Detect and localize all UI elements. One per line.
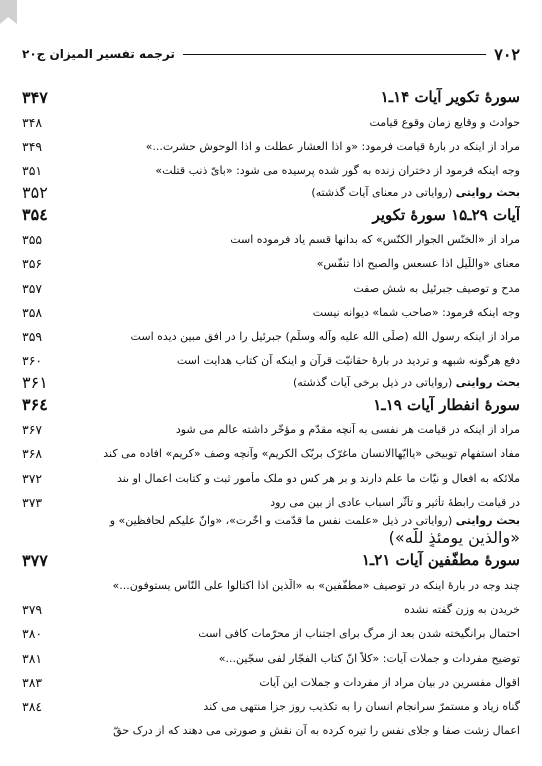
toc-entry-text: سورۀ تکویر آیات ۱۴ـ۱ [380,88,520,106]
toc-entry [22,134,520,158]
header-rule [183,53,486,55]
toc-page-number: ۳۵۵ [22,232,43,248]
toc-section-heading [22,547,520,573]
section-description: (روایاتی در معنای آیات گذشته) [311,185,456,199]
toc-entry [22,276,520,300]
toc-entry [22,442,520,466]
toc-entry-text: وجه اینکه فرمود: «صاحب شما» دیوانه نیست [312,305,520,319]
toc-entry-text: معنای «واللّیل اذا عسعس والصبح اذا تنفّس» [316,257,520,271]
table-of-contents [22,84,520,743]
toc-page-number: ۳۸۰ [22,626,43,642]
toc-entry [22,324,520,348]
toc-page-number: ۳۷۲ [22,470,43,486]
toc-page-number: ۳۵۱ [22,162,43,178]
toc-entry-text: وجه اینکه فرمود از دختران زنده به گور شده پرسیده می شود: «باىّ ذنب قتلت» [155,163,520,177]
toc-entry-text [62,186,520,199]
toc-entry-text: «والذین یومئذٍ للّه») [388,527,520,547]
toc-entry-text [62,514,520,527]
toc-entry [22,373,520,392]
toc-entry [22,573,520,597]
toc-entry-text: حوادث و وقایع زمان وقوع قیامت [369,115,520,129]
toc-page-number: ۳۶۷ [22,422,43,438]
toc-entry [22,694,520,718]
toc-entry-text: احتمال برانگیخته شدن بعد از مرگ برای اجتناب از محرّمات کافی است [198,627,520,641]
toc-section-heading [22,392,520,418]
section-label: بحث روایتی [455,514,520,528]
toc-entry-text: مفاد استفهام توبیخی «یاایّهاالانسان ماغرّک بربّک الکریم» وآنچه وصف «کریم» افاده می کند [103,447,520,461]
toc-entry-text: مراد از اینکه در بارۀ قیامت فرمود: «و اذا العشار عطلت و اذا الوحوش حشرت...» [145,139,520,153]
section-label: بحث روایتی [455,185,520,199]
toc-entry [22,349,520,373]
toc-entry-text: دفع هرگونه شبهه و تردید در بارۀ حقانیّت قرآن و اینکه آن کتاب هدایت است [176,354,520,368]
toc-entry [22,598,520,622]
toc-page-number: ۳۴۸ [22,114,43,130]
section-label: بحث روایتی [455,375,520,389]
page-header [22,42,520,66]
toc-entry-text: مدح و توصیف جبرئیل به شش صفت [353,281,520,295]
toc-page-number: ۳۸۱ [22,650,43,666]
bookmark-ribbon [0,0,17,17]
toc-entry-text: توضیح مفردات و جملات آیات: «کلاّ انّ کتاب الفجّار لفی سجّین...» [218,651,520,665]
toc-page-number: ۳۵۹ [22,328,43,344]
toc-page-number: ۳۵۸ [22,304,43,320]
toc-section-heading [22,202,520,228]
toc-entry-text: چند وجه در بارۀ اینکه در توصیف «مطفّفین» به «الّذین اذا اکتالوا علی النّاس یستوفون...» [112,579,520,593]
toc-entry-text: مراد از اینکه در قیامت هر نفسی به آنچه مقدّم و مؤخّر داشته عالم می شود [175,423,520,437]
toc-page-number: ۳۶۸ [22,446,43,462]
toc-entry-text: آیات ۲۹ـ۱۵ سورۀ تکویر [372,205,520,224]
toc-entry [22,466,520,490]
toc-entry-text: سورۀ انفطار آیات ۱۹ـ۱ [373,395,520,414]
toc-entry-text: گناه زیاد و مستمرّ سرانجام انسان را به تکذیب روز جزا منتهی می کند [203,699,520,713]
toc-entry [22,646,520,670]
toc-page-number: ۳۵۷ [22,280,43,296]
toc-page-number: ۳۸۳ [22,674,43,690]
toc-entry [22,719,520,743]
toc-entry-text: اعمال زشت صفا و جلای نفس را تیره کرده به آن نقش و صورتی می دهند که از درک حقّ [113,724,520,738]
section-description: (روایاتی در ذیل برخی آیات گذشته) [293,375,456,389]
section-description: (روایاتی در ذیل «علمت نفس ما قدّمت و اخّرت»، «وانّ علیکم لحافظین» و [109,514,456,528]
toc-page-number: ۳۴۹ [22,138,43,154]
toc-entry [22,622,520,646]
toc-entry [22,490,520,514]
toc-entry [22,110,520,134]
toc-page-number: ۳۵٤ [22,205,48,225]
toc-entry [22,183,520,202]
running-title: ترجمه تفسیر المیزان ج۲۰ [22,47,175,61]
toc-page-number: ۳۴۷ [22,87,48,107]
toc-entry-text: سورۀ مطفّفین آیات ۲۱ـ۱ [361,551,520,570]
toc-page-number: ۳۷۹ [22,602,43,618]
toc-entry [22,527,520,547]
toc-page-number: ۳۷۷ [22,550,48,570]
toc-entry [22,418,520,442]
toc-entry-text: اقوال مفسرین در بیان مراد از مفردات و جملات این آیات [259,675,520,689]
toc-section-heading [22,84,520,110]
toc-entry [22,228,520,252]
toc-entry [22,514,520,527]
toc-entry-text [62,376,520,389]
toc-entry-text: مراد از «الخنّس الجوار الكنّس» که بدانها قسم یاد فرموده است [230,233,520,247]
toc-entry-text: ملائکه به افعال و نیّات ما علم دارند و بر هر کس دو ملک مأمور ثبت و کتابت اعمال او ىند [116,471,520,485]
toc-page-number: ۳۶٤ [22,395,48,415]
toc-page-number: ۳۵۶ [22,256,43,272]
toc-entry [22,252,520,276]
toc-page-number: ۳۶۰ [22,353,43,369]
toc-page-number: ۳۷۳ [22,494,43,510]
toc-page-number: ۳۸٤ [22,698,43,714]
toc-entry [22,158,520,182]
page-number: ۷۰۲ [494,44,520,64]
toc-entry [22,670,520,694]
toc-entry-text: در قیامت رابطۀ تأثیر و تأثّر اسباب عادی از بین می رود [270,495,520,509]
toc-page-number: ۳۵۲ [22,182,48,202]
toc-entry-text: مراد از اینکه رسول الله (صلّی الله علیه وآله وسلّم) جبرئیل را در افق مبین دیده است [130,329,520,343]
toc-entry-text: خریدن به وزن گفته نشده [404,603,520,617]
toc-entry [22,300,520,324]
toc-page-number: ۳۶۱ [22,372,48,392]
